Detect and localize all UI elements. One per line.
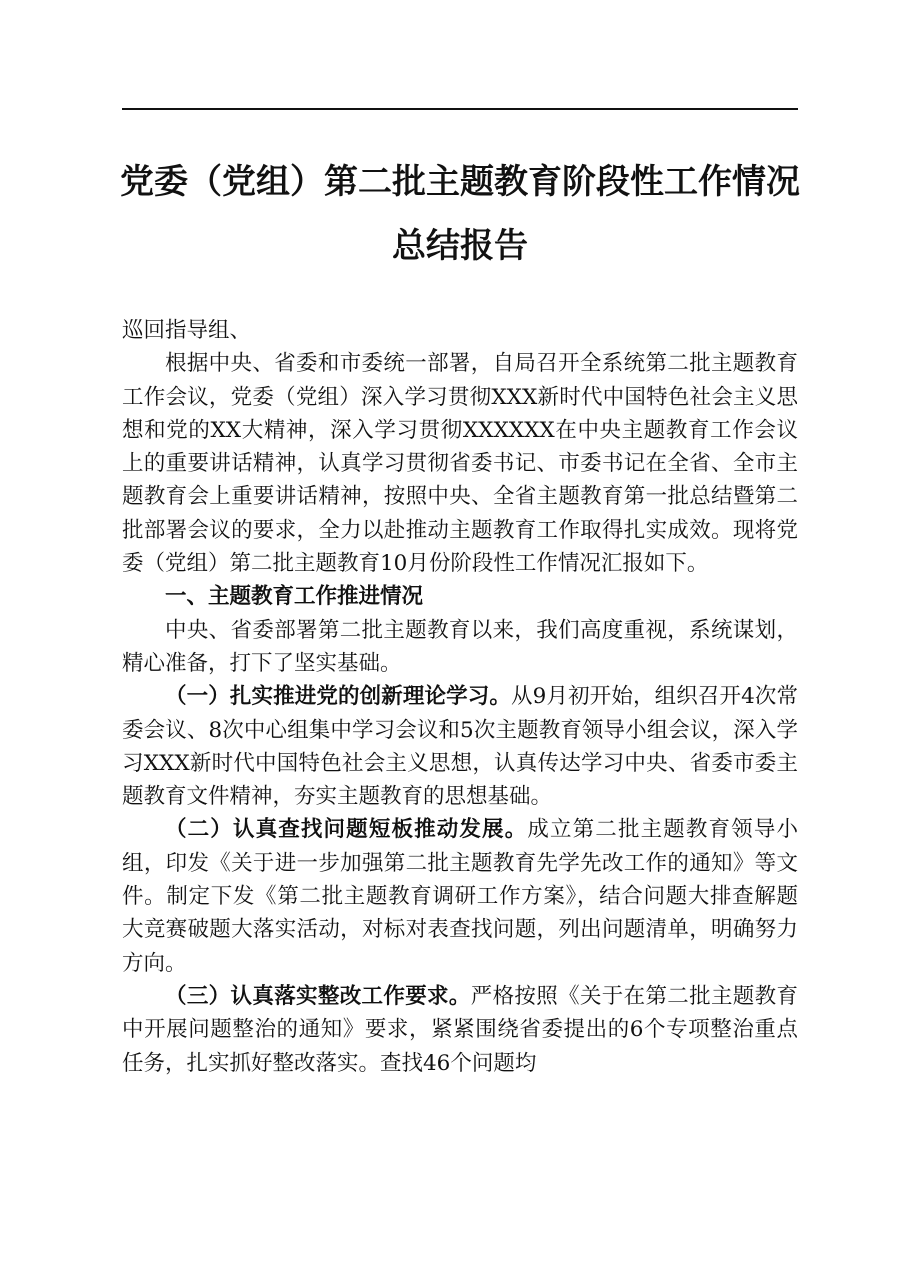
item-heading-1: （一）扎实推进党的创新理论学习。 [165,684,512,710]
item-heading-2: （二）认真查找问题短板推动发展。 [165,817,528,843]
item-paragraph-3 [122,980,798,1080]
item-heading-3: （三）认真落实整改工作要求。 [165,983,471,1009]
section-heading-1: 一、主题教育工作推进情况 [165,584,424,610]
item-paragraph-2 [122,813,798,979]
item-paragraph-1 [122,680,798,813]
item-text-1: 从9月初开始，组织召开4次常委会议、8次中心组集中学习会议和5次主题教育领导小组会议，深入学习XXX新时代中国特色社会主义思想，认真传达学习中央、省委市委主题教育文件精神，夯实主题教育的思想基础。 [122,684,798,810]
document-body [122,314,798,1080]
item-text-3: 严格按照《关于在第二批主题教育中开展问题整治的通知》要求，紧紧围绕省委提出的6个专项整治重点任务，扎实抓好整改落实。查找46个问题均 [122,983,798,1076]
header-rule [122,108,798,110]
item-text-2: 成立第二批主题教育领导小组，印发《关于进一步加强第二批主题教育先学先改工作的通知》等文件。制定下发《第二批主题教育调研工作方案》，结合问题大排查解题大竞赛破题大落实活动，对标对表查找问题，列出问题清单，明确努力方向。 [122,817,798,976]
title-line-1: 党委（党组）第二批主题教育阶段性工作情况 [120,162,800,202]
intro-paragraph: 根据中央、省委和市委统一部署，自局召开全系统第二批主题教育工作会议，党委（党组）深入学习贯彻XXX新时代中国特色社会主义思想和党的XX大精神，深入学习贯彻XXXXXX在中央主题教育工作会议上的重要讲话精神，认真学习贯彻省委书记、市委书记在全省、全市主题教育会上重要讲话精神，按照中央、全省主题教育第一批总结暨第二批部署会议的要求，全力以赴推动主题教育工作取得扎实成效。现将党委（党组）第二批主题教育10月份阶段性工作情况汇报如下。 [122,351,798,577]
document-title [112,150,808,278]
title-line-2: 总结报告 [392,226,528,266]
salutation: 巡回指导组、 [122,318,252,343]
section-1-intro: 中央、省委部署第二批主题教育以来，我们高度重视，系统谋划，精心准备，打下了坚实基础。 [122,617,798,676]
